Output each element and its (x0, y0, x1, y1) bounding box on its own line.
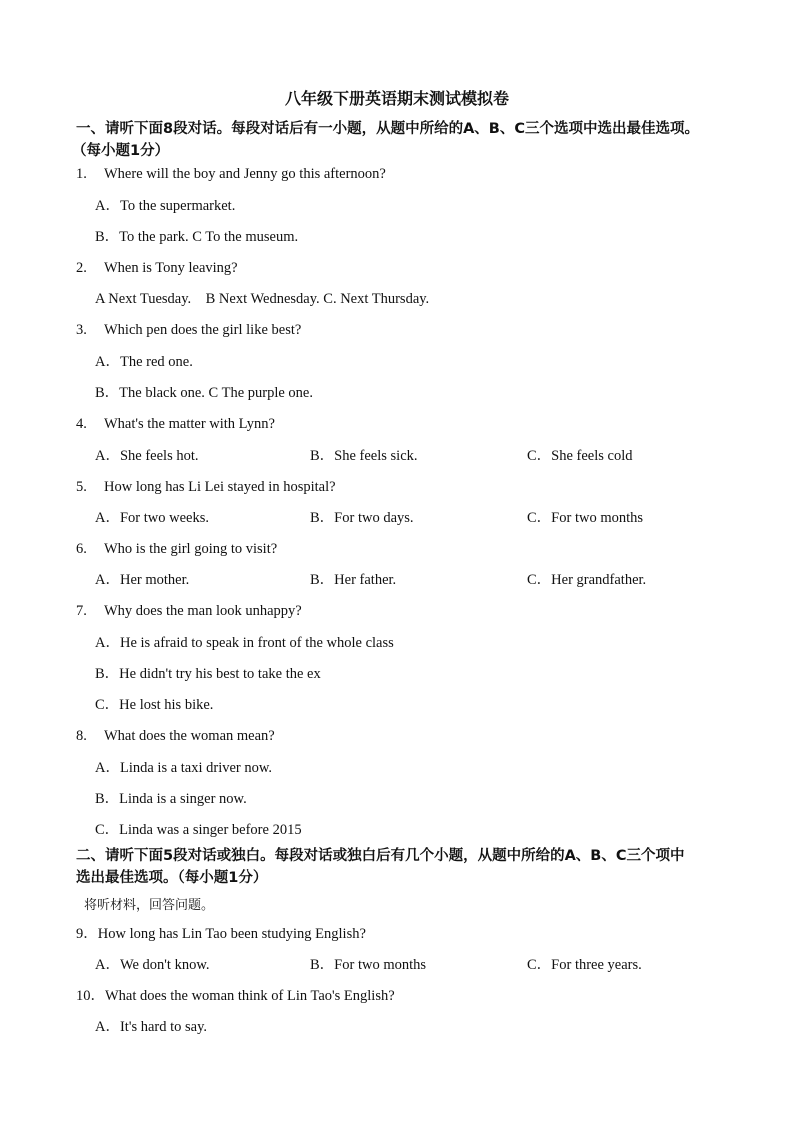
question-2-text: When is Tony leaving? (104, 260, 238, 276)
question-3-number: 3. (76, 322, 87, 338)
question-1-option-b: B．To the park. C To the museum. (95, 229, 299, 245)
question-3-option-b: B．The black one. C The purple one. (95, 385, 313, 401)
question-6-option-a: A．Her mother. (95, 572, 190, 588)
question-10-option-a: A．It's hard to say. (95, 1019, 208, 1035)
question-6 (76, 539, 277, 559)
question-3-option-a: A．The red one. (95, 354, 193, 370)
question-10-number: 10． (76, 988, 105, 1004)
question-3-text: Which pen does the girl like best? (104, 322, 302, 338)
question-4-number: 4. (76, 416, 87, 432)
question-4-option-c: C．She feels cold (527, 448, 633, 464)
question-1-text: Where will the boy and Jenny go this afternoon? (104, 166, 386, 182)
section-2-heading-line-1: 二、请听下面5段对话或独白。每段对话或独白后有几个小题，从题中所给的A、B、C三个项中 (76, 848, 685, 864)
question-7-text: Why does the man look unhappy? (104, 603, 302, 619)
question-9 (76, 924, 366, 944)
question-4-option-b: B．She feels sick. (310, 448, 418, 464)
question-8-option-b: B．Linda is a singer now. (95, 791, 247, 807)
question-2-number: 2. (76, 260, 87, 276)
question-1 (76, 164, 386, 184)
question-8 (76, 726, 275, 746)
section-2-heading (76, 845, 756, 889)
question-5-number: 5. (76, 479, 87, 495)
question-7-option-a: A．He is afraid to speak in front of the whole class (95, 635, 394, 651)
question-6-option-c: C．Her grandfather. (527, 572, 647, 588)
question-9-number: 9． (76, 926, 98, 942)
question-4 (76, 414, 275, 434)
question-6-number: 6. (76, 541, 87, 557)
question-9-text: How long has Lin Tao been studying English? (97, 926, 366, 942)
question-8-option-c: C．Linda was a singer before 2015 (95, 822, 302, 838)
question-1-option-a: A．To the supermarket. (95, 198, 236, 214)
question-4-option-a: A．She feels hot. (95, 448, 199, 464)
question-2 (76, 258, 238, 278)
section-2-note: 将听材料，回答问题。 (84, 898, 215, 913)
question-2-options: A Next Tuesday. B Next Wednesday. C. Next Thursday. (95, 291, 430, 307)
question-6-text: Who is the girl going to visit? (104, 541, 278, 557)
question-5-option-b: B．For two days. (310, 510, 414, 526)
question-7 (76, 601, 302, 621)
question-3 (76, 320, 301, 340)
section-1-heading-line-1: 一、请听下面8段对话。每段对话后有一小题，从题中所给的A、B、C三个选项中选出最佳选项。 (76, 121, 700, 137)
question-5 (76, 477, 336, 497)
question-8-option-a: A．Linda is a taxi driver now. (95, 760, 273, 776)
question-9-option-a: A．We don't know. (95, 957, 210, 973)
section-1-heading (72, 118, 756, 162)
question-5-text: How long has Li Lei stayed in hospital? (104, 479, 336, 495)
question-7-number: 7. (76, 603, 87, 619)
question-7-option-c: C．He lost his bike. (95, 697, 214, 713)
question-9-option-b: B．For two months (310, 957, 427, 973)
question-5-option-c: C．For two months (527, 510, 644, 526)
section-2-heading-line-2: 选出最佳选项。（每小题1分） (76, 870, 268, 886)
section-1-heading-line-2: （每小题1分） (72, 143, 170, 159)
question-5-option-a: A．For two weeks. (95, 510, 209, 526)
question-9-option-c: C．For three years. (527, 957, 642, 973)
question-4-text: What's the matter with Lynn? (104, 416, 275, 432)
question-1-number: 1. (76, 166, 87, 182)
question-8-number: 8. (76, 728, 87, 744)
question-8-text: What does the woman mean? (104, 728, 275, 744)
question-6-option-b: B．Her father. (310, 572, 397, 588)
question-10-text: What does the woman think of Lin Tao's English? (105, 988, 395, 1004)
page-title: 八年级下册英语期末测试模拟卷 (284, 89, 509, 108)
question-7-option-b: B．He didn't try his best to take the ex (95, 666, 321, 682)
question-10 (76, 986, 395, 1006)
